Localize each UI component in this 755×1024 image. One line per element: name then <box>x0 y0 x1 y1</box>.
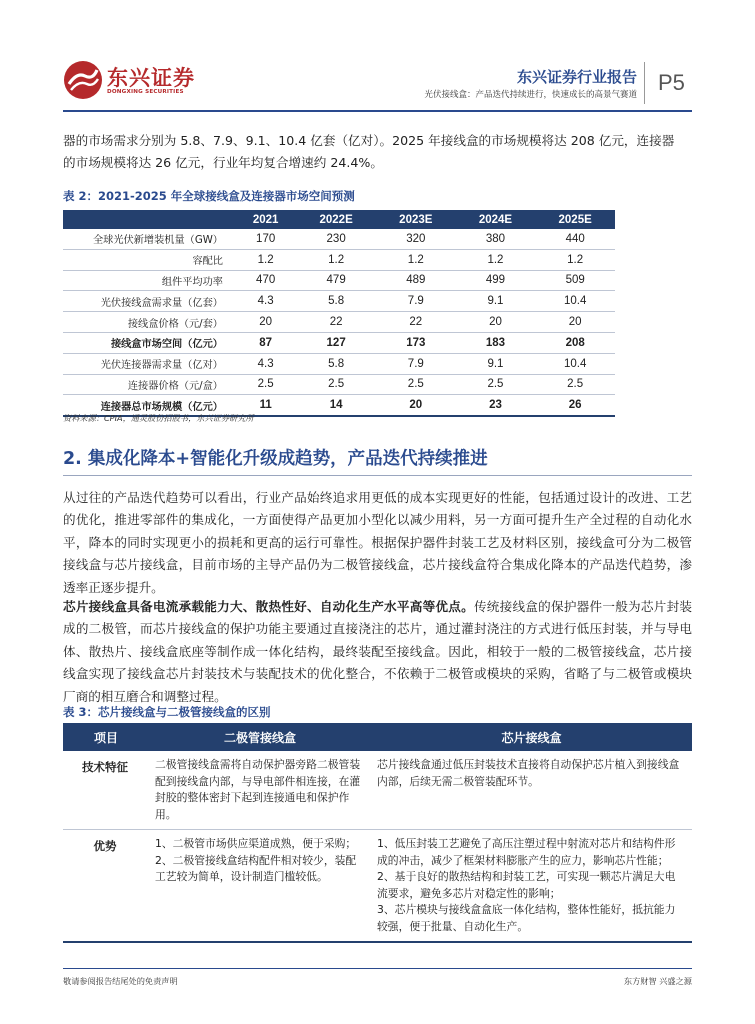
table-cell: 9.1 <box>456 291 536 312</box>
company-logo <box>63 58 195 104</box>
row-label: 技术特征 <box>63 751 149 830</box>
table-cell: 7.9 <box>376 291 456 312</box>
report-subtitle: 光伏接线盒：产品迭代持续进行，快速成长的高景气赛道 <box>424 90 637 100</box>
logo-text-cn: 东兴证券 <box>107 66 195 90</box>
table-cell: 2.5 <box>456 374 536 395</box>
table-cell: 26 <box>535 395 615 416</box>
table-cell: 5.8 <box>296 353 376 374</box>
chip-cell: 芯片接线盒通过低压封装技术直接将自动保护芯片植入到接线盒内部，后续无需二极管装配环节。 <box>371 751 692 830</box>
table-cell: 440 <box>535 229 615 249</box>
footer-slogan: 东方财智 兴盛之源 <box>623 976 692 986</box>
table-cell: 22 <box>296 312 376 333</box>
table-cell: 4.3 <box>235 353 296 374</box>
table-cell: 127 <box>296 332 376 353</box>
footer-rule <box>63 968 692 969</box>
header-divider <box>644 62 645 104</box>
column-header: 2022E <box>296 210 376 229</box>
table2-title: 表 2：2021-2025 年全球接线盒及连接器市场空间预测 <box>63 189 355 203</box>
paragraph-body: 传统接线盒的保护器件一般为芯片封装成的二极管，而芯片接线盒的保护功能主要通过直接浇注的芯片，通过灌封浇注的方式进行低压封装，并与导电体、散热片、接线盒底座等制作成一体化结构，最终装配至接线盒。因此，相较于一般的二极管接线盒，芯片接线盒实现了接线盒芯片封装技术与装配技术的优化整合，不依赖于二极管或模块的采购，省略了与二极管或模块厂商的相互磨合和调整过程。 <box>63 599 692 704</box>
row-label: 接线盒市场空间（亿元） <box>63 332 235 353</box>
table3-title: 表 3：芯片接线盒与二极管接线盒的区别 <box>63 705 271 719</box>
table-cell: 14 <box>296 395 376 416</box>
diode-cell: 1、二极管市场供应渠道成熟，便于采购； 2、二极管接线盒结构配件相对较少，装配工艺较为简单，设计制造门槛较低。 <box>149 830 371 943</box>
table-cell: 5.8 <box>296 291 376 312</box>
table-cell: 320 <box>376 229 456 249</box>
logo-text-en: DONGXING SECURITIES <box>107 89 184 95</box>
table-cell: 380 <box>456 229 536 249</box>
row-label: 接线盒价格（元/套） <box>63 312 235 333</box>
chip-cell: 1、低压封装工艺避免了高压注塑过程中射流对芯片和结构件形成的冲击，减少了框架材料膨胀产生的应力，影响芯片性能； 2、基于良好的散热结构和封装工艺，可实现一颗芯片满足大电流要求，避免多芯片对稳定性的影响； 3、芯片模块与接线盒盒底一体化结构，整体性能好，抵抗能力较强，便于批量、自动化生产。 <box>371 830 692 943</box>
table-header-row <box>63 210 615 229</box>
table-cell: 9.1 <box>456 353 536 374</box>
column-header: 2024E <box>456 210 536 229</box>
intro-line-2: 的市场规模将达 26 亿元，行业年均复合增速约 24.4%。 <box>63 155 383 171</box>
table-row <box>63 249 615 270</box>
table-cell: 11 <box>235 395 296 416</box>
market-forecast-table <box>63 210 615 417</box>
table-cell: 170 <box>235 229 296 249</box>
table-row <box>63 830 692 943</box>
column-header: 项目 <box>63 723 149 751</box>
row-label: 组件平均功率 <box>63 270 235 291</box>
table-cell: 489 <box>376 270 456 291</box>
table-row <box>63 229 615 249</box>
table-cell: 183 <box>456 332 536 353</box>
comparison-table <box>63 723 692 943</box>
column-header: 2025E <box>535 210 615 229</box>
table-cell: 1.2 <box>535 249 615 270</box>
table-row <box>63 291 615 312</box>
table-cell: 2.5 <box>296 374 376 395</box>
table-cell: 10.4 <box>535 291 615 312</box>
table-row <box>63 353 615 374</box>
table-cell: 20 <box>235 312 296 333</box>
paragraph-product-iteration: 从过往的产品迭代趋势可以看出，行业产品始终追求用更低的成本实现更好的性能，包括通过设计的改进、工艺的优化，推进零部件的集成化，一方面使得产品更加小型化以减少用料，另一方面可提升生产全过程的自动化水平，降本的同时实现更小的损耗和更高的运行可靠性。根据保护器件封装工艺及材料区别，接线盒可分为二极管接线盒与芯片接线盒，目前市场的主导产品仍为二极管接线盒，芯片接线盒符合集成化降本的产品迭代趋势，渗透率正逐步提升。 <box>63 490 692 595</box>
table-cell: 4.3 <box>235 291 296 312</box>
row-label: 连接器总市场规模（亿元） <box>63 395 235 416</box>
report-title: 东兴证券行业报告 <box>516 68 637 86</box>
table-cell: 1.2 <box>376 249 456 270</box>
column-header: 2023E <box>376 210 456 229</box>
paragraph-lead-bold: 芯片接线盒具备电流承载能力大、散热性好、自动化生产水平高等优点。 <box>63 599 474 614</box>
paragraph-chip-advantages <box>63 596 692 708</box>
page-number: P5 <box>658 70 685 95</box>
table-cell: 2.5 <box>235 374 296 395</box>
table-cell: 230 <box>296 229 376 249</box>
table-cell: 22 <box>376 312 456 333</box>
table-header-row <box>63 723 692 751</box>
table-cell: 20 <box>376 395 456 416</box>
header-rule <box>63 110 692 112</box>
column-header: 二极管接线盒 <box>149 723 371 751</box>
table-cell: 7.9 <box>376 353 456 374</box>
table-cell: 20 <box>456 312 536 333</box>
table-cell: 479 <box>296 270 376 291</box>
row-label: 连接器价格（元/盒） <box>63 374 235 395</box>
table-row <box>63 312 615 333</box>
table-row <box>63 751 692 830</box>
table-cell: 509 <box>535 270 615 291</box>
row-label: 优势 <box>63 830 149 943</box>
diode-cell: 二极管接线盒需将自动保护器旁路二极管装配到接线盒内部，与导电部件相连接，在灌封胶的整体密封下起到连接通电和保护作用。 <box>149 751 371 830</box>
table-cell: 470 <box>235 270 296 291</box>
column-header: 芯片接线盒 <box>371 723 692 751</box>
table-cell: 2.5 <box>376 374 456 395</box>
table-row <box>63 374 615 395</box>
table-cell: 499 <box>456 270 536 291</box>
table-cell: 2.5 <box>535 374 615 395</box>
table-cell: 87 <box>235 332 296 353</box>
table-cell: 1.2 <box>456 249 536 270</box>
table-row <box>63 270 615 291</box>
table-cell: 1.2 <box>296 249 376 270</box>
logo-emblem-icon <box>63 60 103 100</box>
table-corner-cell <box>63 210 235 229</box>
section-title: 2. 集成化降本+智能化升级成趋势，产品迭代持续推进 <box>63 449 488 469</box>
table-cell: 1.2 <box>235 249 296 270</box>
footer-disclaimer: 敬请参阅报告结尾处的免责声明 <box>63 976 178 986</box>
table-cell: 20 <box>535 312 615 333</box>
section-rule <box>63 475 692 476</box>
row-label: 光伏连接器需求量（亿对） <box>63 353 235 374</box>
table-row <box>63 332 615 353</box>
column-header: 2021 <box>235 210 296 229</box>
row-label: 光伏接线盒需求量（亿套） <box>63 291 235 312</box>
row-label: 容配比 <box>63 249 235 270</box>
table-cell: 208 <box>535 332 615 353</box>
table-cell: 173 <box>376 332 456 353</box>
intro-paragraph <box>63 130 692 175</box>
table-cell: 10.4 <box>535 353 615 374</box>
row-label: 全球光伏新增装机量（GW） <box>63 229 235 249</box>
table2-source: 资料来源：CPIA，通灵股份招股书，东兴证券研究所 <box>63 413 254 423</box>
intro-line-1: 器的市场需求分别为 5.8、7.9、9.1、10.4 亿套（亿对）。2025 年接线盒的市场规模将达 208 亿元，连接器 <box>63 133 675 148</box>
table-cell: 23 <box>456 395 536 416</box>
